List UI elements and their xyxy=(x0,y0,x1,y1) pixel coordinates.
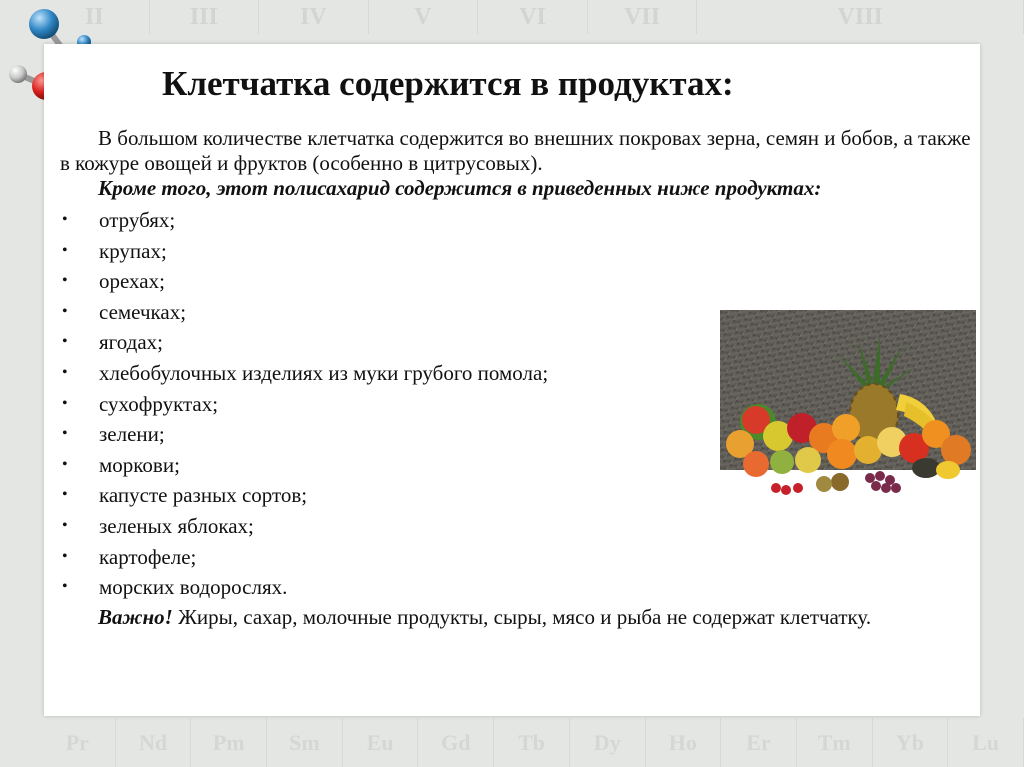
subheading: Кроме того, этот полисахарид содержится в приведенных ниже продуктах: xyxy=(98,176,822,200)
list-item-text: картофеле; xyxy=(99,544,197,569)
element-symbol: Pr xyxy=(40,718,116,767)
bullet-icon: • xyxy=(62,302,68,320)
bullet-icon: • xyxy=(62,241,68,259)
element-symbol: Dy xyxy=(570,718,646,767)
slide-title: Клетчатка содержится в продуктах: xyxy=(162,64,734,103)
list-item xyxy=(60,266,972,297)
bullet-icon: • xyxy=(62,363,68,381)
element-symbol: Gd xyxy=(418,718,494,767)
list-item xyxy=(60,236,972,267)
element-symbol: Tb xyxy=(494,718,570,767)
group-header-row xyxy=(40,0,1024,34)
element-symbol: Nd xyxy=(116,718,192,767)
bullet-icon: • xyxy=(62,486,68,504)
bullet-icon: • xyxy=(62,394,68,412)
list-item-text: ягодах; xyxy=(99,330,163,355)
element-symbol: Eu xyxy=(343,718,419,767)
bullet-icon: • xyxy=(62,578,68,596)
list-item-text: морских водорослях. xyxy=(99,575,288,600)
element-row xyxy=(40,718,1024,767)
bullet-icon: • xyxy=(62,455,68,473)
element-symbol: Yb xyxy=(873,718,949,767)
list-item-text: крупах; xyxy=(99,238,167,263)
list-item-text: сухофруктах; xyxy=(99,391,219,416)
list-item xyxy=(60,205,972,236)
group-header: IV xyxy=(259,0,369,34)
slide-panel xyxy=(44,44,980,716)
note-text: Жиры, сахар, молочные продукты, сыры, мясо и рыба не содержат клетчатку. xyxy=(172,604,872,629)
bullet-icon: • xyxy=(62,547,68,565)
list-item-text: капусте разных сортов; xyxy=(99,483,308,508)
group-header: II xyxy=(40,0,150,34)
list-item-text: зелени; xyxy=(99,422,165,447)
group-header: VIII xyxy=(697,0,1024,34)
list-item-text: отрубях; xyxy=(99,208,176,232)
group-header: V xyxy=(369,0,479,34)
list-item xyxy=(60,572,972,603)
group-header: VII xyxy=(588,0,698,34)
list-item xyxy=(60,511,972,542)
bullet-icon: • xyxy=(62,272,68,290)
element-symbol: Sm xyxy=(267,718,343,767)
element-symbol: Ho xyxy=(646,718,722,767)
list-item-text: хлебобулочных изделиях из муки грубого помола; xyxy=(99,360,549,385)
intro-paragraph: В большом количестве клетчатка содержится во внешних покровах зерна, семян и бобов, а также в кожуре овощей и фруктов (особенно в цитрусовых). xyxy=(60,126,971,175)
fruit-photo xyxy=(720,310,976,506)
element-symbol: Pm xyxy=(191,718,267,767)
element-symbol: Er xyxy=(721,718,797,767)
group-header: VI xyxy=(478,0,588,34)
list-item-text: моркови; xyxy=(99,452,180,477)
bullet-icon: • xyxy=(62,333,68,351)
bullet-icon: • xyxy=(62,425,68,443)
list-item-text: зеленых яблоках; xyxy=(99,513,254,538)
list-item xyxy=(60,542,972,573)
list-item-text: семечках; xyxy=(99,299,187,324)
element-symbol: Lu xyxy=(948,718,1024,767)
element-symbol: Tm xyxy=(797,718,873,767)
list-item-text: орехах; xyxy=(99,269,165,294)
bullet-icon: • xyxy=(62,211,68,228)
note-label: Важно! xyxy=(98,604,173,629)
bullet-icon: • xyxy=(62,516,68,534)
group-header: III xyxy=(150,0,260,34)
important-note xyxy=(60,605,972,630)
